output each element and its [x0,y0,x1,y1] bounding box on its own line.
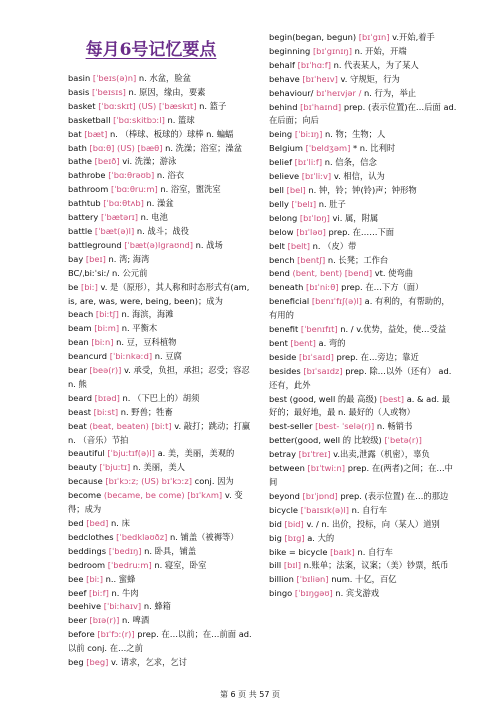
entry-definition: v. 敲打；跳动；打赢 n. （音乐）节拍 [68,420,251,445]
entry-word: bedclothes [68,531,114,542]
entry-word: basis [68,86,90,97]
vocab-entry [269,337,457,351]
entry-phonetic: [bɪˈliːv] [301,171,332,182]
entry-word: beach [68,309,94,320]
entry-phonetic: [biːtʃ] [95,309,119,320]
entry-definition: n. 畅销书 [376,421,413,432]
entry-word: bathe [68,156,92,167]
entry-phonetic: [bent] [290,337,316,348]
vocab-entry [269,351,457,365]
entry-phonetic: [bɪˈgɪnɪŋ] [312,45,352,56]
entry-definition: num. 十亿，百亿 [331,574,397,585]
vocab-entry [269,434,457,448]
entry-definition: n. 信条，信念 [324,157,377,168]
entry-definition: prep. (表示位置) 在…的那边 [340,490,449,501]
entry-word: bean [68,337,89,348]
entry-word: bathrobe [68,170,106,181]
vocab-entry [269,504,457,518]
entry-definition: n. 啤酒 [122,615,150,626]
entry-definition: n.. 蜜蜂 [105,573,136,584]
entry-phonetic: [ˈbɑːskɪt] (US) [ˈbæskɪt] [98,100,197,111]
entry-definition: * n. 比利时 [352,143,396,154]
page-title: 每月6号记忆要点 [85,40,217,60]
entry-definition: v. 承受，负担，承担；忍受；容忍 n. 熊 [68,365,250,389]
entry-phonetic: [bɪˈfɔː(r)] [97,629,135,640]
entry-word: bill [269,560,282,571]
entry-definition: n. 代表某人，为了某人 [333,59,419,70]
entry-phonetic: [best] [379,393,405,404]
vocab-entry [68,447,253,461]
entry-definition: n. 篮子 [199,100,227,111]
entry-phonetic: [biːn] [91,337,114,348]
vocab-entry [269,59,457,73]
vocab-entry [269,420,457,434]
entry-definition: a. 弯的 [318,337,346,348]
entry-word: bike = bicycle [269,546,328,557]
entry-phonetic: [ˈbɑːθrəʊb] [108,170,155,181]
vocab-entry [68,253,253,267]
entry-definition: v. 请求，乞求，乞讨 [111,657,187,668]
entry-phonetic: [ˈbjuːtɪ] [99,462,131,473]
entry-phonetic: [ˈbɑːθruːm] [110,184,158,195]
vocab-entry [68,656,253,670]
entry-phonetic: [beg] [86,657,109,668]
vocab-entry [269,365,457,393]
vocab-entry [68,587,253,601]
entry-definition: n. （下巴上的）胡须 [122,392,200,403]
entry-word: before [68,629,95,640]
entry-word: beautiful [68,448,105,459]
entry-word: belly [269,198,289,209]
vocab-entry [269,142,457,156]
entry-definition: v.出卖,泄露（机密），辜负 [333,449,430,460]
entry-definition: n. 平衡木 [121,323,158,334]
entry-phonetic: [biːm] [94,323,120,334]
vocab-entry [68,86,253,100]
vocab-entry [269,226,457,240]
entry-phonetic: [benɪˈfɪʃ(ə)l] [311,296,363,307]
entry-phonetic: [ˈbiːnkəːd] [109,351,153,362]
entry-phonetic: [bel] [286,184,306,195]
entry-word: bathtub [68,198,101,209]
vocab-entry [68,72,253,86]
entry-phonetic: [bɪˈhaɪnd] [300,101,342,112]
entry-phonetic: [beə(r)] [89,365,122,376]
entry-word: beddings [68,545,107,556]
vocab-entry [68,420,253,448]
vocab-entry [269,295,457,323]
entry-phonetic: [ˈbæt(ə)lgraʊnd] [124,239,193,250]
vocab-entry [269,448,457,462]
entry-definition: a. 有利的，有帮助的，有用的 [269,296,450,321]
vocab-entry [68,461,253,475]
entry-word: besides [269,365,301,376]
entry-definition: n. 原因，缘由，要素 [128,86,206,97]
vocab-entry [68,489,253,517]
entry-phonetic: [bɪˈniːθ] [305,282,339,293]
entry-word: beard [68,392,92,403]
entry-definition: v. 守规矩，行为 [340,73,400,84]
entry-definition: n. 肚子 [318,198,346,209]
vocab-entry [269,393,457,421]
vocab-entry [269,267,457,281]
entry-word: beam [68,323,92,334]
vocab-entry [68,336,253,350]
vocab-entry [68,628,253,656]
vocab-entry [269,462,457,490]
entry-word: bingo [269,588,293,599]
vocab-entry [269,184,457,198]
vocab-entry [269,532,457,546]
entry-word: bat [68,128,82,139]
entry-definition: vi. 洗澡；游泳 [122,156,177,167]
vocab-entry [68,517,253,531]
entry-definition: n. 公元前 [111,267,148,278]
vocab-entry [68,350,253,364]
entry-word: beehive [68,601,102,612]
entry-phonetic: [ˈbiːɪŋ] [294,129,323,140]
entry-word: beat [68,420,87,431]
entry-word: billion [269,574,294,585]
entry-word: big [269,532,282,543]
entry-definition: n. 战斗；战役 [136,225,189,236]
entry-word: better(good, well 的 比较级) [269,435,382,446]
entry-word: bay [68,253,84,264]
entry-definition: n. 自行车 [351,504,388,515]
entry-phonetic: [bɪl] [283,560,301,571]
entry-word: battle [68,225,93,236]
vocab-entry [269,73,457,87]
entry-phonetic: [biː] [86,573,103,584]
vocab-entry [269,156,457,170]
entry-definition: a. & ad. 最好的；最好地，最 n. 最好的（人或物） [269,393,451,418]
entry-definition: n. 蜂箱 [143,601,171,612]
entry-word: best-seller [269,421,313,432]
entry-phonetic: (bent, bent) [bend] [292,268,373,279]
entry-phonetic: [ˈbɪŋgəʊ] [294,588,333,599]
right-column [269,31,457,601]
vocab-entry [269,546,457,560]
entry-word: behind [269,101,298,112]
entry-phonetic: [bɪˈsaɪdz] [303,365,343,376]
entry-word: beyond [269,490,300,501]
vocab-entry [68,183,253,197]
entry-definition: n. 澡盆 [146,198,174,209]
vocab-entry [68,475,253,489]
entry-word: battery [68,212,99,223]
entry-word: believe [269,171,300,182]
entry-word: benefit [269,324,299,335]
vocab-entry [68,559,253,573]
vocab-entry [68,100,253,114]
entry-definition: n. 寝室，卧室 [154,559,207,570]
entry-word: beast [68,406,92,417]
entry-word: basket [68,100,96,111]
entry-word: beauty [68,462,97,473]
left-column [68,72,253,670]
entry-phonetic: [ˈbɑːskitbɔːl] [113,114,165,125]
entry-definition: n. 长凳；工作台 [327,254,389,265]
entry-phonetic: [ˈbeɪsɪs] [91,86,126,97]
entry-phonetic: [bɪˈheɪv] [302,73,338,84]
entry-phonetic: [bid] [284,518,304,529]
entry-definition: prep. 在…以前；在…前面 ad. 以前 conj. 在…之前 [68,629,252,654]
vocab-entry [269,559,457,573]
entry-phonetic: [belt] [287,240,310,251]
vocab-entry [68,392,253,406]
entry-phonetic: [ˈbɪliən] [296,574,329,585]
entry-phonetic: [beɪ] [85,253,106,264]
entry-phonetic: [ˈbedruːm] [107,559,152,570]
entry-phonetic: [bɪg] [284,532,305,543]
vocab-entry [269,587,457,601]
entry-definition: n. 电池 [140,212,168,223]
entry-phonetic: [beɪð] [94,156,120,167]
entry-phonetic: [bɪˈliːf] [294,157,323,168]
entry-phonetic: [bɪˈtreɪ] [298,449,331,460]
entry-word: become [68,490,102,501]
entry-definition: prep. 在…下方（面） [341,282,424,293]
entry-definition: n. 宾戈游戏 [335,588,380,599]
vocab-entry [68,169,253,183]
vocab-entry [269,101,457,129]
entry-definition: n. 篮球 [167,114,195,125]
entry-word: best (good, well 的最 高级) [269,393,377,404]
entry-phonetic: [ˈbenɪfɪt] [300,324,338,335]
entry-word: behalf [269,59,295,70]
entry-phonetic: [biːst] [93,406,119,417]
entry-phonetic: [ˈbelɪ] [291,198,317,209]
vocab-entry [68,267,253,281]
entry-word: be [68,281,79,292]
entry-definition: v. 相信，认为 [333,171,385,182]
entry-phonetic: bɪˈheɪvjər / [316,87,362,98]
entry-phonetic: [bɪˈləʊ] [296,226,326,237]
entry-definition: n. 美丽，美人 [132,462,185,473]
entry-definition: n. 开始，开端 [354,45,407,56]
vocab-entry [68,406,253,420]
entry-word: because [68,476,103,487]
entry-word: Belgium [269,143,304,154]
vocab-entry [68,114,253,128]
entry-definition: n. 野兽；牲畜 [120,406,173,417]
entry-definition: n. （皮）带 [312,240,357,251]
entry-word: bent [269,337,288,348]
entry-word: belt [269,240,285,251]
vocab-entry [68,225,253,239]
entry-definition: n. 钟，铃；钟(铃)声；钟形物 [308,184,417,195]
entry-definition: vt. 使弯曲 [374,268,414,279]
entry-phonetic: [ˈbæt(ə)l] [94,225,135,236]
vocab-entry [269,573,457,587]
entry-phonetic: [bed] [86,518,109,528]
entry-word: beg [68,657,84,668]
entry-phonetic: [baɪk] [330,546,355,557]
vocab-entry [68,155,253,169]
vocab-entry [68,614,253,628]
entry-phonetic: [bɑːθ] (US) [bæθ] [89,142,163,153]
entry-word: bid [269,518,282,529]
entry-word: beer [68,615,87,626]
vocab-entry [269,323,457,337]
entry-definition: n. 卧具，铺盖 [144,545,197,556]
entry-definition: n. / v.优势，益处，使…受益 [340,324,447,335]
vocab-entry [68,600,253,614]
entry-definition: n. 浴室，盥洗室 [160,184,221,195]
entry-phonetic: [ˈbaɪsɪk(ə)l] [300,504,349,515]
entry-word: bedroom [68,559,106,570]
entry-word: bench [269,254,295,265]
entry-phonetic: [ˈbjuːtɪf(ə)l] [107,448,155,459]
vocab-entry [68,322,253,336]
vocab-entry [269,212,457,226]
vocab-entry [68,281,253,309]
entry-word: belong [269,212,298,223]
entry-definition: prep. 除…以外（还有） ad. 还有，此外 [269,365,452,390]
entry-phonetic: [best- ˈselə(r)] [315,421,375,432]
entry-phonetic: [bɪˈlɒŋ] [299,212,330,223]
entry-phonetic: [bæt] [84,128,108,139]
vocab-entry [269,281,457,295]
entry-word: betray [269,449,297,460]
entry-phonetic: [bɪˈhɑːf] [297,59,331,70]
entry-definition: vi. 属，附属 [332,212,379,223]
entry-word: bathroom [68,184,109,195]
entry-word: bed [68,518,84,528]
entry-phonetic: [ˈbeldʒəm] [305,143,351,154]
entry-phonetic: [bɪˈtwiːn] [307,463,346,474]
entry-definition: n. 行为，举止 [364,87,417,98]
entry-definition: n. 牛肉 [111,587,139,598]
entry-definition: prep. 在(两者)之间；在…中间 [269,463,453,487]
vocab-entry [68,531,253,545]
vocab-entry [269,128,457,142]
entry-word: below [269,226,294,237]
entry-definition: n. 豆腐 [154,351,182,362]
entry-word: bath [68,142,87,153]
vocab-entry [269,170,457,184]
entry-phonetic: [ˈbɑːθtʌb] [103,198,144,209]
vocab-entry [269,198,457,212]
entry-definition: prep. 在…旁边；靠近 [336,351,419,362]
entry-word: bear [68,365,87,376]
entry-phonetic: (beat, beaten) [biːt] [89,420,172,431]
vocab-entry [68,211,253,225]
entry-word: bell [269,184,284,195]
entry-phonetic: [bentʃ] [297,254,326,265]
vocab-entry [68,128,253,142]
entry-phonetic: [bɪˈjɒnd] [302,490,338,501]
entry-definition: n. （棒球、板球的）球棒 n. 蝙蝠 [110,128,234,139]
vocab-entry [68,239,253,253]
entry-definition: a. 大的 [307,532,335,543]
entry-definition: v. / n. 出价，投标，向（某人）道别 [306,518,440,529]
entry-word: begin(began, begun) [269,32,357,42]
entry-phonetic: [bɪˈgɪn] [358,32,390,42]
vocab-entry [68,142,253,156]
entry-definition: n. 自行车 [357,546,393,557]
entry-definition: n. 床 [111,518,130,528]
entry-definition: prep. 在……下面 [328,226,395,237]
entry-definition: n. 湾; 海湾 [108,253,150,264]
entry-phonetic: [ˈbedɪŋ] [108,545,142,556]
entry-definition: n.账单；法案，议案；（美）钞票，纸币 [303,560,449,571]
entry-phonetic: [ˈbætərɪ] [100,212,138,223]
entry-phonetic: [ˈbeɪs(ə)n] [92,73,137,83]
entry-definition: a. 美，美丽，美观的 [157,448,235,459]
entry-phonetic: (became, be come) [bɪˈkʌm] [103,490,223,501]
entry-definition: v. 变得；成为 [68,490,243,515]
entry-word: behave [269,73,300,84]
vocab-entry [269,254,457,268]
entry-definition: n. 洗澡；浴室；澡盆 [165,142,243,153]
entry-word: beside [269,351,297,362]
entry-definition: n. 水盆，脸盆 [138,73,191,83]
entry-word: basin [68,73,91,83]
entry-word: belief [269,157,293,168]
entry-word: beneficial [269,296,310,307]
vocab-entry [68,308,253,322]
entry-definition: n. 铺盖（被褥等） [169,531,239,542]
entry-phonetic: [bɪəd] [94,392,120,403]
entry-word: behaviour/ [269,87,314,98]
page-footer: 第 6 页 共 57 页 [220,690,280,699]
entry-phonetic: [ˈbetə(r)] [384,435,422,446]
vocab-entry [269,518,457,532]
entry-phonetic: [ˈbiːhaɪv] [103,601,142,612]
entry-definition: n. 海滨，海滩 [121,309,174,320]
vocab-entry [68,364,253,392]
entry-word: between [269,463,305,474]
entry-phonetic: [bɪˈkɔːz; (US) bɪˈkɔːz] [105,476,192,487]
vocab-entry [269,31,457,45]
entry-word: beginning [269,45,311,56]
entry-definition: n. 物；生物；人 [324,129,386,140]
entry-word: basketball [68,114,111,125]
entry-phonetic: [ˈbedkləʊðz] [116,531,168,542]
entry-definition: n. 战场 [195,239,223,250]
entry-word: bee [68,573,84,584]
vocab-entry [68,545,253,559]
vocab-entry [269,240,457,254]
vocab-entry [68,197,253,211]
vocab-entry [68,573,253,587]
entry-word: battleground [68,239,122,250]
entry-word: beef [68,587,87,598]
entry-definition: prep. (表示位置)在…后面 ad. 在后面；向后 [269,101,457,126]
entry-phonetic: [biːf] [89,587,109,598]
vocab-entry [269,87,457,101]
entry-phonetic: [bɪə(r)] [89,615,120,626]
entry-definition: n. 豆，豆科植物 [116,337,177,348]
entry-definition: conj. 因为 [194,476,234,487]
entry-phonetic: [bɪˈsaɪd] [299,351,334,362]
entry-word: being [269,129,293,140]
entry-definition: n. 浴衣 [156,170,185,181]
entry-definition: v.开始,着手 [392,32,435,42]
entry-word: bend [269,268,290,279]
entry-word: bicycle [269,504,299,515]
vocab-entry [269,45,457,59]
entry-definition: v. 是（原形），其人称和时态形式有(am, is, are, was, were, being, been)；成为 [68,281,250,306]
entry-word: BC/ˌbiːˈsiː/ [68,267,110,278]
vocab-entry [269,490,457,504]
entry-word: beneath [269,282,304,293]
entry-word: beancurd [68,351,108,362]
entry-phonetic: [biː] [81,281,98,292]
